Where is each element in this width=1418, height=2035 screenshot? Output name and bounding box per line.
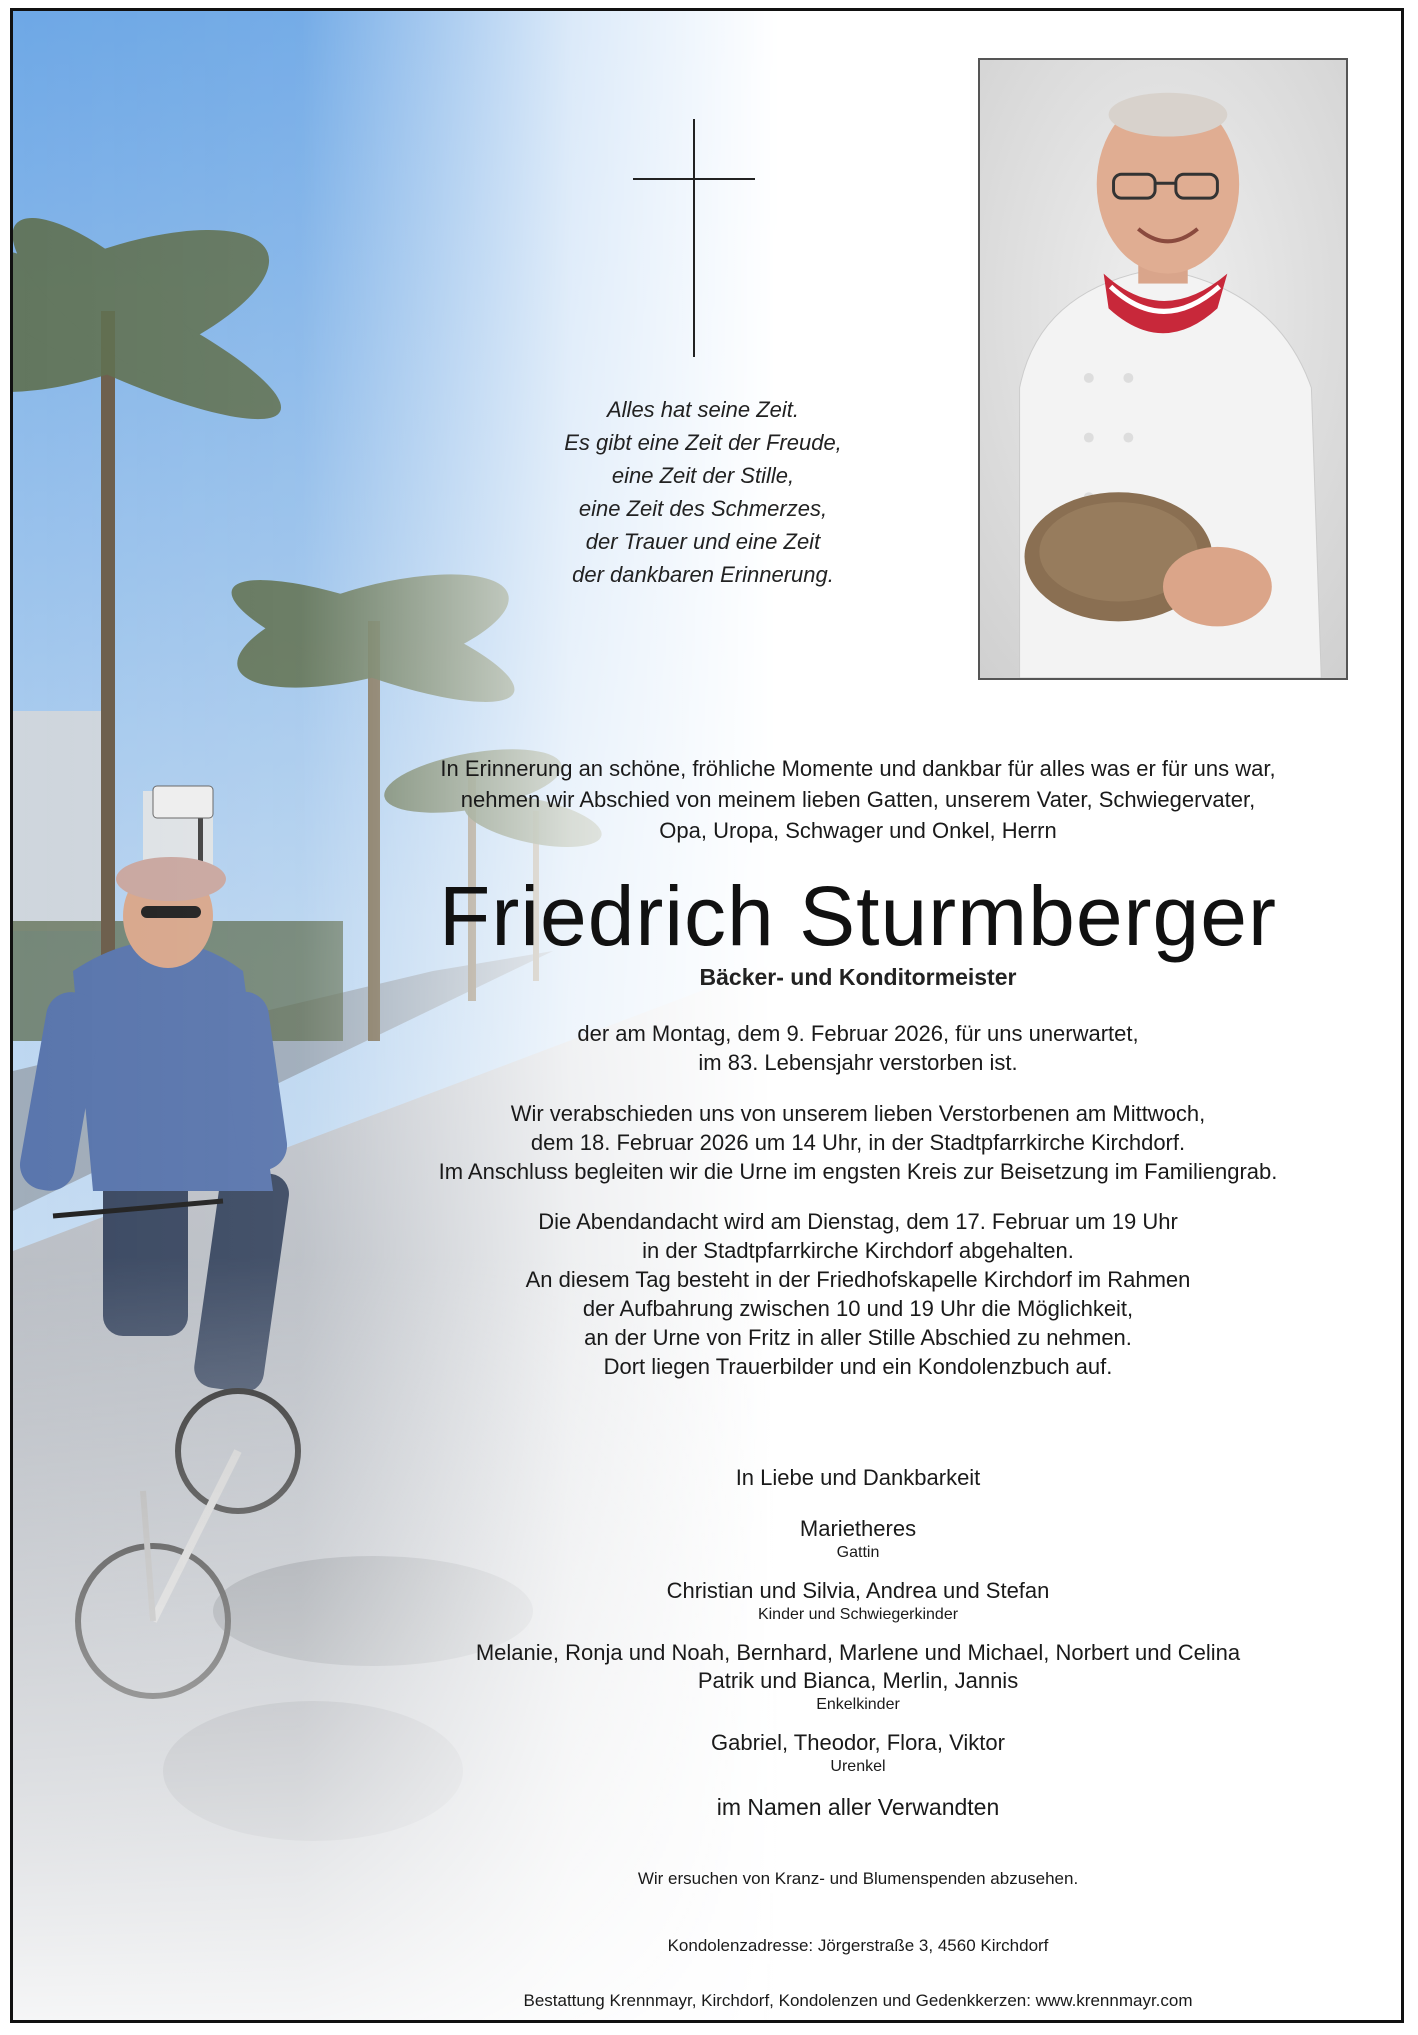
quote-line: der Trauer und eine Zeit	[585, 529, 821, 554]
obituary-card	[10, 8, 1404, 2023]
intro-line: Opa, Uropa, Schwager und Onkel, Herrn	[659, 818, 1057, 843]
family-mourners	[303, 1463, 1404, 1823]
undertaker-info: Bestattung Krennmayr, Kirchdorf, Kondolenzen und Gedenkkerzen: www.krennmayr.com	[523, 1991, 1193, 2010]
vigil-line: Dort liegen Trauerbilder und ein Kondolenzbuch auf.	[603, 1354, 1113, 1379]
children-relation: Kinder und Schwiegerkinder	[757, 1606, 959, 1623]
vigil-line: Die Abendandacht wird am Dienstag, dem 17. Februar um 19 Uhr	[538, 1209, 1178, 1234]
cross-icon	[633, 119, 755, 357]
vigil-line: der Aufbahrung zwischen 10 und 19 Uhr die Möglichkeit,	[582, 1296, 1134, 1321]
memorial-quote	[403, 393, 1003, 591]
children-names: Christian und Silvia, Andrea und Stefan	[666, 1578, 1050, 1603]
vigil-line: an der Urne von Fritz in aller Stille Abschied zu nehmen.	[584, 1325, 1132, 1350]
grandchildren-names: Melanie, Ronja und Noah, Bernhard, Marlene und Michael, Norbert und Celina	[475, 1640, 1241, 1665]
vigil-info	[303, 1207, 1404, 1381]
intro-text	[303, 753, 1404, 846]
condolence-address: Kondolenzadresse: Jörgerstraße 3, 4560 Kirchdorf	[667, 1936, 1049, 1955]
funeral-line: dem 18. Februar 2026 um 14 Uhr, in der Stadtpfarrkirche Kirchdorf.	[530, 1130, 1186, 1155]
funeral-line: Im Anschluss begleiten wir die Urne im engsten Kreis zur Beisetzung im Familiengrab.	[438, 1159, 1278, 1184]
quote-line: eine Zeit der Stille,	[611, 463, 795, 488]
flowers-note: Wir ersuchen von Kranz- und Blumenspenden abzusehen.	[637, 1869, 1079, 1888]
wife-name: Marietheres	[799, 1516, 917, 1541]
vigil-line: An diesem Tag besteht in der Friedhofskapelle Kirchdorf im Rahmen	[525, 1267, 1191, 1292]
death-notice-line: der am Montag, dem 9. Februar 2026, für uns unerwartet,	[577, 1021, 1139, 1046]
great-grandchildren-relation: Urenkel	[830, 1758, 886, 1775]
intro-line: In Erinnerung an schöne, fröhliche Momente und dankbar für alles was er für uns war,	[440, 756, 1276, 781]
vigil-line: in der Stadtpfarrkirche Kirchdorf abgehalten.	[642, 1238, 1074, 1263]
funeral-info	[303, 1099, 1404, 1186]
death-notice-line: im 83. Lebensjahr verstorben ist.	[698, 1050, 1018, 1075]
grandchildren-names: Patrik und Bianca, Merlin, Jannis	[697, 1668, 1019, 1693]
quote-line: der dankbaren Erinnerung.	[572, 562, 834, 587]
deceased-name: Friedrich Sturmberger	[439, 869, 1277, 963]
grandchildren-relation: Enkelkinder	[816, 1696, 900, 1713]
quote-line: Alles hat seine Zeit.	[607, 397, 799, 422]
portrait-photo	[978, 58, 1348, 680]
quote-line: eine Zeit des Schmerzes,	[578, 496, 828, 521]
family-closing: im Namen aller Verwandten	[716, 1794, 1000, 1820]
great-grandchildren-names: Gabriel, Theodor, Flora, Viktor	[711, 1730, 1005, 1755]
family-greeting: In Liebe und Dankbarkeit	[735, 1465, 981, 1490]
funeral-line: Wir verabschieden uns von unserem lieben Verstorbenen am Mittwoch,	[510, 1101, 1206, 1126]
wife-relation: Gattin	[836, 1544, 880, 1561]
death-notice	[303, 1019, 1404, 1077]
intro-line: nehmen wir Abschied von meinem lieben Gatten, unserem Vater, Schwiegervater,	[460, 787, 1256, 812]
deceased-profession: Bäcker- und Konditormeister	[699, 964, 1017, 990]
quote-line: Es gibt eine Zeit der Freude,	[564, 430, 842, 455]
